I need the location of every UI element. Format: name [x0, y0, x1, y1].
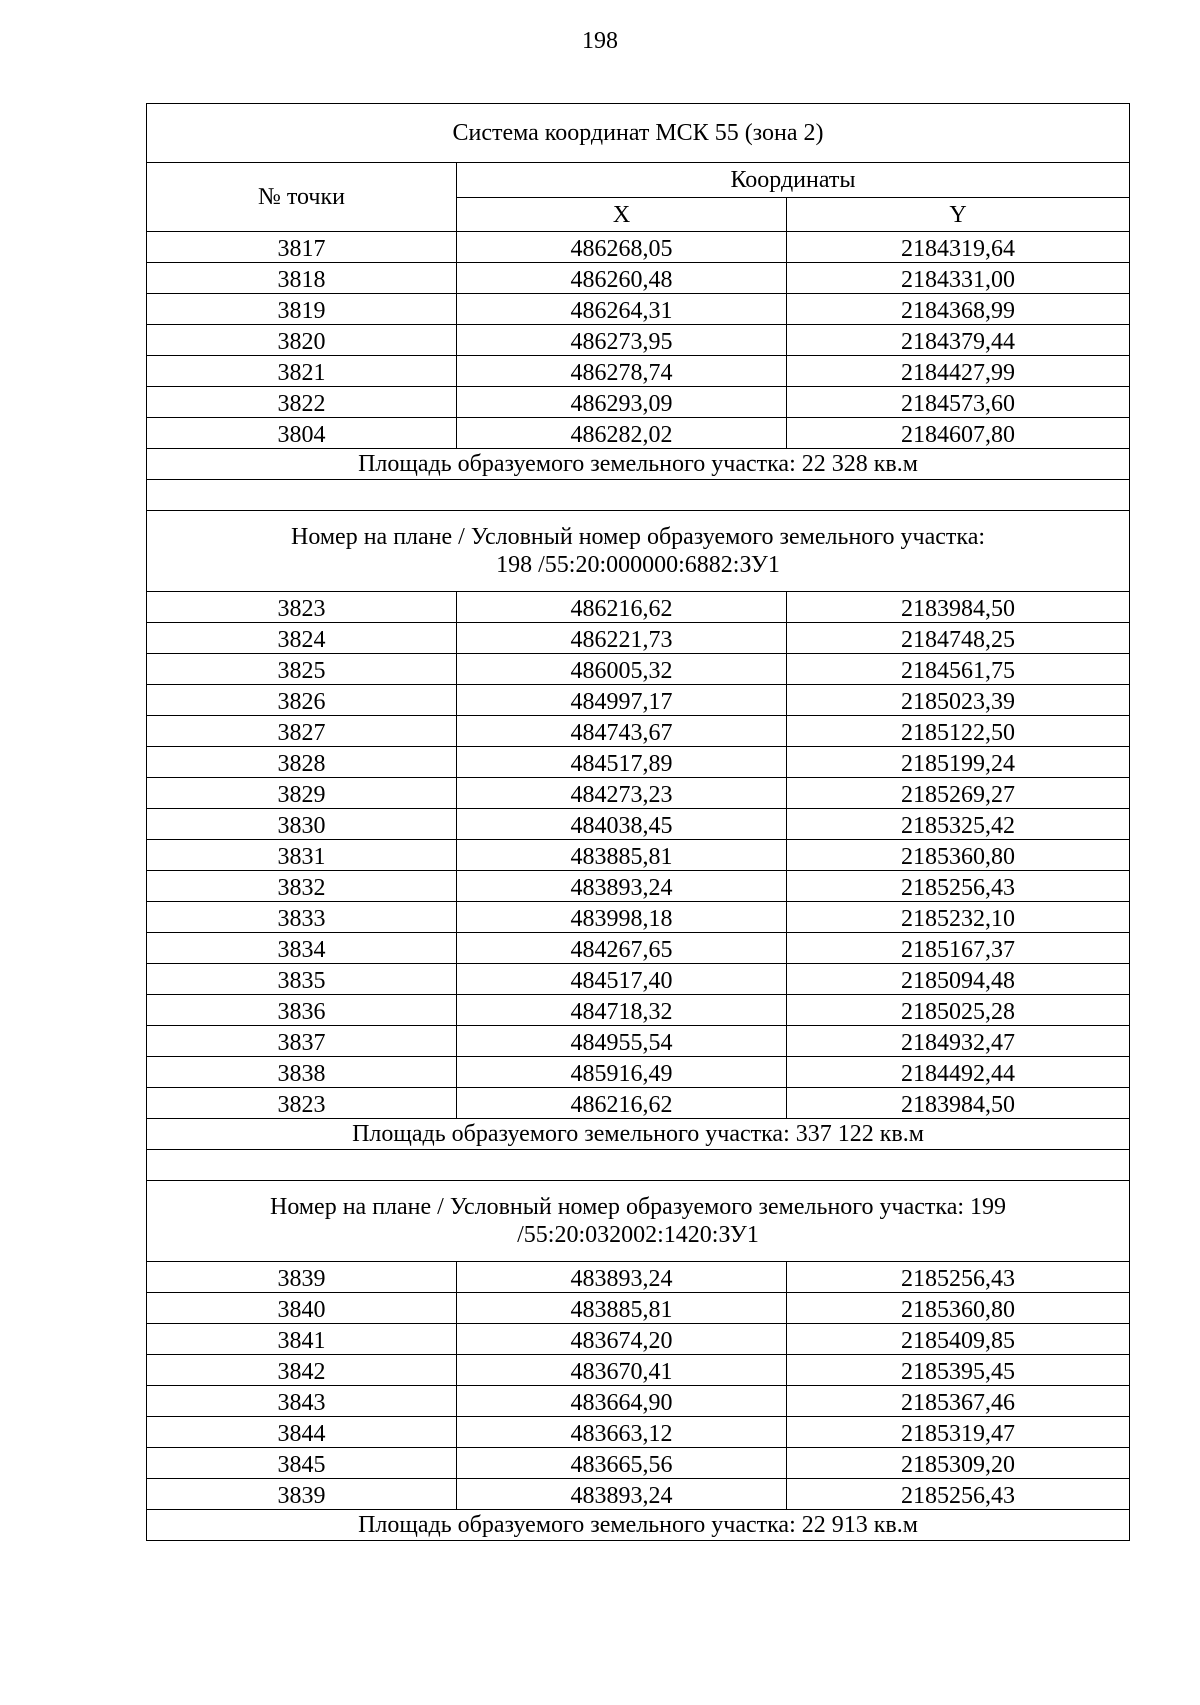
y-coordinate-cell: 2184427,99: [787, 356, 1130, 387]
y-coordinate-cell: 2185360,80: [787, 1293, 1130, 1324]
x-coordinate-cell: 486268,05: [457, 232, 787, 263]
table-row: [147, 716, 1130, 747]
y-coordinate-cell: 2185256,43: [787, 1479, 1130, 1510]
table-row: [147, 995, 1130, 1026]
table-row: [147, 1088, 1130, 1119]
point-number-cell: 3835: [147, 964, 457, 995]
point-number-cell: 3843: [147, 1386, 457, 1417]
coordinates-table: [146, 103, 1130, 1541]
table-row: [147, 1293, 1130, 1324]
point-number-cell: 3828: [147, 747, 457, 778]
point-number-cell: 3827: [147, 716, 457, 747]
x-coordinate-cell: 486282,02: [457, 418, 787, 449]
blank-cell: [147, 1150, 1130, 1181]
blank-row: [147, 1150, 1130, 1181]
x-coordinate-cell: 486293,09: [457, 387, 787, 418]
x-coordinate-cell: 484038,45: [457, 809, 787, 840]
y-coordinate-cell: 2184932,47: [787, 1026, 1130, 1057]
y-coordinate-cell: 2185025,28: [787, 995, 1130, 1026]
y-coordinate-cell: 2185325,42: [787, 809, 1130, 840]
table-row: [147, 1386, 1130, 1417]
point-number-cell: 3819: [147, 294, 457, 325]
table-row: [147, 418, 1130, 449]
table-row: [147, 840, 1130, 871]
y-coordinate-cell: 2185256,43: [787, 1262, 1130, 1293]
y-coordinate-cell: 2185360,80: [787, 840, 1130, 871]
x-coordinate-cell: 483893,24: [457, 1479, 787, 1510]
point-number-cell: 3836: [147, 995, 457, 1026]
y-coordinate-cell: 2185367,46: [787, 1386, 1130, 1417]
table-row: [147, 747, 1130, 778]
y-coordinate-cell: 2184379,44: [787, 325, 1130, 356]
point-number-cell: 3824: [147, 623, 457, 654]
table-row: [147, 232, 1130, 263]
x-coordinate-cell: 484743,67: [457, 716, 787, 747]
point-number-cell: 3823: [147, 1088, 457, 1119]
point-number-cell: 3839: [147, 1479, 457, 1510]
plot-area: Площадь образуемого земельного участка: 22 328 кв.м: [147, 449, 1130, 480]
y-coordinate-cell: 2185256,43: [787, 871, 1130, 902]
page-number: 198: [582, 28, 618, 54]
plot-heading: Номер на плане / Условный номер образуемого земельного участка: 199 /55:20:032002:1420:ЗУ1: [147, 1181, 1130, 1262]
x-coordinate-cell: 483893,24: [457, 871, 787, 902]
x-coordinate-cell: 486005,32: [457, 654, 787, 685]
y-coordinate-cell: 2185023,39: [787, 685, 1130, 716]
table-row: [147, 1448, 1130, 1479]
x-coordinate-cell: 486260,48: [457, 263, 787, 294]
x-coordinate-cell: 484718,32: [457, 995, 787, 1026]
table-row: [147, 592, 1130, 623]
point-number-cell: 3841: [147, 1324, 457, 1355]
x-coordinate-cell: 483998,18: [457, 902, 787, 933]
table-row: [147, 1417, 1130, 1448]
y-coordinate-cell: 2185395,45: [787, 1355, 1130, 1386]
point-number-cell: 3822: [147, 387, 457, 418]
x-coordinate-cell: 484955,54: [457, 1026, 787, 1057]
x-coordinate-cell: 483674,20: [457, 1324, 787, 1355]
table-row: [147, 325, 1130, 356]
table-row: [147, 623, 1130, 654]
point-number-cell: 3829: [147, 778, 457, 809]
y-coordinate-cell: 2185167,37: [787, 933, 1130, 964]
point-number-cell: 3826: [147, 685, 457, 716]
table-row: [147, 933, 1130, 964]
table-row: [147, 1262, 1130, 1293]
header-point-number: № точки: [147, 163, 457, 232]
y-coordinate-cell: 2185269,27: [787, 778, 1130, 809]
table-row: [147, 387, 1130, 418]
y-coordinate-cell: 2183984,50: [787, 592, 1130, 623]
table-row: [147, 964, 1130, 995]
plot-area: Площадь образуемого земельного участка: 22 913 кв.м: [147, 1510, 1130, 1541]
point-number-cell: 3834: [147, 933, 457, 964]
point-number-cell: 3831: [147, 840, 457, 871]
point-number-cell: 3837: [147, 1026, 457, 1057]
x-coordinate-cell: 484517,40: [457, 964, 787, 995]
plot-heading-row: [147, 1181, 1130, 1262]
y-coordinate-cell: 2184748,25: [787, 623, 1130, 654]
x-coordinate-cell: 483665,56: [457, 1448, 787, 1479]
y-coordinate-cell: 2184331,00: [787, 263, 1130, 294]
x-coordinate-cell: 486216,62: [457, 1088, 787, 1119]
point-number-cell: 3840: [147, 1293, 457, 1324]
y-coordinate-cell: 2185409,85: [787, 1324, 1130, 1355]
x-coordinate-cell: 486216,62: [457, 592, 787, 623]
point-number-cell: 3833: [147, 902, 457, 933]
table-title: Система координат МСК 55 (зона 2): [147, 104, 1130, 163]
y-coordinate-cell: 2184561,75: [787, 654, 1130, 685]
point-number-cell: 3804: [147, 418, 457, 449]
area-row: [147, 449, 1130, 480]
table-row: [147, 1355, 1130, 1386]
blank-cell: [147, 480, 1130, 511]
table-row: [147, 902, 1130, 933]
point-number-cell: 3817: [147, 232, 457, 263]
y-coordinate-cell: 2184319,64: [787, 232, 1130, 263]
table-row: [147, 356, 1130, 387]
x-coordinate-cell: 483670,41: [457, 1355, 787, 1386]
point-number-cell: 3823: [147, 592, 457, 623]
point-number-cell: 3830: [147, 809, 457, 840]
point-number-cell: 3844: [147, 1417, 457, 1448]
plot-area: Площадь образуемого земельного участка: 337 122 кв.м: [147, 1119, 1130, 1150]
area-row: [147, 1119, 1130, 1150]
header-y: Y: [787, 198, 1130, 232]
plot-heading-row: [147, 511, 1130, 592]
x-coordinate-cell: 483893,24: [457, 1262, 787, 1293]
header-x: X: [457, 198, 787, 232]
table-row: [147, 1026, 1130, 1057]
x-coordinate-cell: 486221,73: [457, 623, 787, 654]
x-coordinate-cell: 484517,89: [457, 747, 787, 778]
x-coordinate-cell: 484267,65: [457, 933, 787, 964]
table-row: [147, 1324, 1130, 1355]
x-coordinate-cell: 483663,12: [457, 1417, 787, 1448]
y-coordinate-cell: 2185094,48: [787, 964, 1130, 995]
table-row: [147, 871, 1130, 902]
point-number-cell: 3839: [147, 1262, 457, 1293]
y-coordinate-cell: 2184573,60: [787, 387, 1130, 418]
area-row: [147, 1510, 1130, 1541]
point-number-cell: 3838: [147, 1057, 457, 1088]
y-coordinate-cell: 2184368,99: [787, 294, 1130, 325]
table-title-row: [147, 104, 1130, 163]
y-coordinate-cell: 2184607,80: [787, 418, 1130, 449]
table-row: [147, 809, 1130, 840]
point-number-cell: 3832: [147, 871, 457, 902]
table-row: [147, 1057, 1130, 1088]
table-header-row: [147, 163, 1130, 198]
y-coordinate-cell: 2185309,20: [787, 1448, 1130, 1479]
header-coordinates: Координаты: [457, 163, 1130, 198]
x-coordinate-cell: 485916,49: [457, 1057, 787, 1088]
y-coordinate-cell: 2185319,47: [787, 1417, 1130, 1448]
y-coordinate-cell: 2183984,50: [787, 1088, 1130, 1119]
blank-row: [147, 480, 1130, 511]
table-row: [147, 685, 1130, 716]
point-number-cell: 3818: [147, 263, 457, 294]
x-coordinate-cell: 483664,90: [457, 1386, 787, 1417]
x-coordinate-cell: 486273,95: [457, 325, 787, 356]
x-coordinate-cell: 484997,17: [457, 685, 787, 716]
point-number-cell: 3821: [147, 356, 457, 387]
y-coordinate-cell: 2185199,24: [787, 747, 1130, 778]
plot-heading: Номер на плане / Условный номер образуемого земельного участка: 198 /55:20:000000:6882:ЗУ1: [147, 511, 1130, 592]
table-row: [147, 294, 1130, 325]
point-number-cell: 3825: [147, 654, 457, 685]
table-row: [147, 778, 1130, 809]
y-coordinate-cell: 2184492,44: [787, 1057, 1130, 1088]
point-number-cell: 3842: [147, 1355, 457, 1386]
point-number-cell: 3845: [147, 1448, 457, 1479]
x-coordinate-cell: 483885,81: [457, 1293, 787, 1324]
table-row: [147, 1479, 1130, 1510]
y-coordinate-cell: 2185232,10: [787, 902, 1130, 933]
point-number-cell: 3820: [147, 325, 457, 356]
x-coordinate-cell: 486278,74: [457, 356, 787, 387]
x-coordinate-cell: 483885,81: [457, 840, 787, 871]
table-row: [147, 654, 1130, 685]
y-coordinate-cell: 2185122,50: [787, 716, 1130, 747]
x-coordinate-cell: 486264,31: [457, 294, 787, 325]
table-row: [147, 263, 1130, 294]
x-coordinate-cell: 484273,23: [457, 778, 787, 809]
